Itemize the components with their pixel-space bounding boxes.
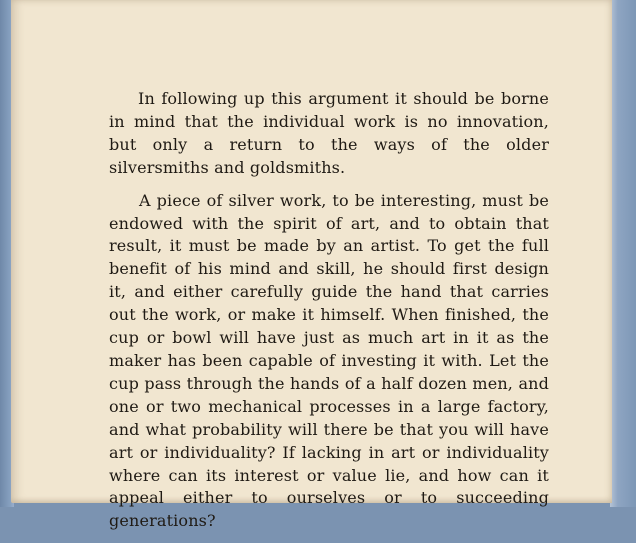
book-page: [11, 0, 612, 531]
paragraph-1: In following up this argument it should be borne in mind that the individual work is no innovation, but only a return to the ways of the older silversmiths and goldsmiths.: [109, 89, 549, 177]
book-cover-right-edge: [610, 0, 636, 507]
body-text: [109, 88, 549, 543]
paragraph-2: A piece of silver work, to be interesting, must be endowed with the spirit of art, and to obtain that result, it must be made by an artist. To get the full benefit of his mind and skill, he should first design it, and either carefully guide the hand that carries out the work, or make it himself. When finished, the cup or bowl will have just as much art in it as the maker has been capable of investing it with. Let the cup pass through the hands of a half dozen men, and one or two mechanical processes in a large factory, and what probability will there be that you will have art or individuality? If lacking in art or individuality where can its interest or value lie, and how can it appeal either to ourselves or to succeeding generations?: [109, 190, 549, 531]
